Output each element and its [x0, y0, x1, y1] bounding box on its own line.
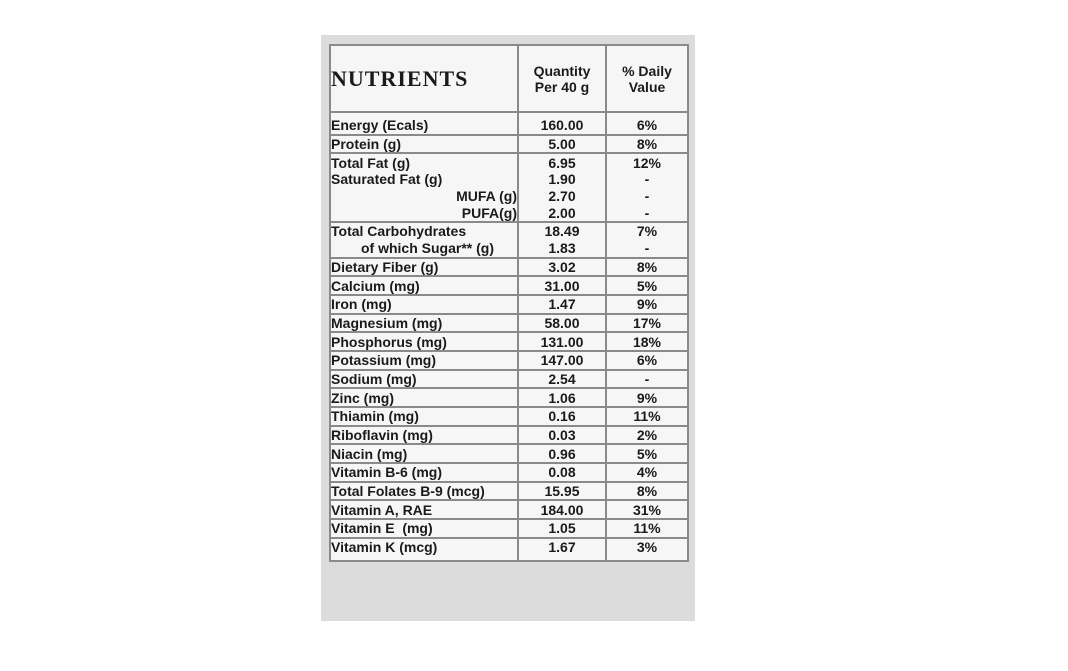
- quantity-column-header: [518, 45, 606, 112]
- table-row: [330, 153, 688, 171]
- nutrient-quantity: 147.00: [518, 351, 606, 370]
- nutrient-name: Vitamin K (mcg): [330, 538, 518, 561]
- nutrient-name: Zinc (mg): [330, 388, 518, 407]
- table-header-row: [330, 45, 688, 112]
- table-row: [330, 519, 688, 538]
- nutrient-quantity: 15.95: [518, 482, 606, 501]
- nutrient-quantity: 1.06: [518, 388, 606, 407]
- nutrient-daily-value: 7%: [606, 222, 688, 240]
- table-row: [330, 295, 688, 314]
- nutrient-name: Calcium (mg): [330, 276, 518, 295]
- nutrient-quantity: 0.16: [518, 407, 606, 426]
- nutrient-name: Energy (Ecals): [330, 112, 518, 135]
- nutrient-daily-value: 8%: [606, 135, 688, 154]
- table-row: [330, 407, 688, 426]
- nutrient-name: Saturated Fat (g): [330, 171, 518, 188]
- nutrient-daily-value: 18%: [606, 332, 688, 351]
- table-row: [330, 482, 688, 501]
- nutrient-quantity: 0.08: [518, 463, 606, 482]
- nutrient-name: Vitamin E (mg): [330, 519, 518, 538]
- nutrient-daily-value: 11%: [606, 519, 688, 538]
- table-row: [330, 188, 688, 205]
- table-row: [330, 258, 688, 277]
- nutrient-name: of which Sugar** (g): [330, 240, 518, 258]
- nutrient-daily-value: 6%: [606, 112, 688, 135]
- nutrient-daily-value: 12%: [606, 153, 688, 171]
- nutrition-table: [329, 44, 689, 562]
- quantity-header-line2: Per 40 g: [534, 78, 590, 95]
- nutrient-quantity: 160.00: [518, 112, 606, 135]
- table-row: [330, 112, 688, 135]
- nutrient-quantity: 1.90: [518, 171, 606, 188]
- nutrient-quantity: 2.54: [518, 370, 606, 389]
- nutrition-label: [321, 35, 695, 621]
- nutrient-daily-value: 31%: [606, 500, 688, 519]
- nutrient-daily-value: 5%: [606, 444, 688, 463]
- nutrient-name: Total Carbohydrates: [330, 222, 518, 240]
- nutrient-quantity: 31.00: [518, 276, 606, 295]
- nutrient-daily-value: 6%: [606, 351, 688, 370]
- nutrient-name: Potassium (mg): [330, 351, 518, 370]
- nutrient-quantity: 1.83: [518, 240, 606, 258]
- nutrient-daily-value: -: [606, 204, 688, 222]
- table-row: [330, 332, 688, 351]
- nutrient-quantity: 184.00: [518, 500, 606, 519]
- nutrient-name: Magnesium (mg): [330, 314, 518, 333]
- nutrient-name: Riboflavin (mg): [330, 426, 518, 445]
- nutrient-daily-value: -: [606, 171, 688, 188]
- table-row: [330, 388, 688, 407]
- table-row: [330, 135, 688, 154]
- daily-value-column-header: [606, 45, 688, 112]
- table-row: [330, 500, 688, 519]
- table-row: [330, 240, 688, 258]
- nutrient-name: Total Fat (g): [330, 153, 518, 171]
- table-row: [330, 463, 688, 482]
- nutrient-quantity: 6.95: [518, 153, 606, 171]
- nutrient-daily-value: -: [606, 370, 688, 389]
- nutrient-quantity: 0.03: [518, 426, 606, 445]
- nutrient-quantity: 58.00: [518, 314, 606, 333]
- table-row: [330, 314, 688, 333]
- nutrient-daily-value: 9%: [606, 295, 688, 314]
- nutrient-daily-value: 4%: [606, 463, 688, 482]
- table-row: [330, 351, 688, 370]
- table-row: [330, 538, 688, 561]
- nutrient-quantity: 0.96: [518, 444, 606, 463]
- nutrient-daily-value: 8%: [606, 482, 688, 501]
- table-row: [330, 444, 688, 463]
- nutrient-name: Vitamin B-6 (mg): [330, 463, 518, 482]
- table-title: NUTRIENTS: [330, 45, 518, 112]
- nutrient-daily-value: 9%: [606, 388, 688, 407]
- table-row: [330, 276, 688, 295]
- nutrient-quantity: 1.47: [518, 295, 606, 314]
- nutrient-name: Total Folates B-9 (mcg): [330, 482, 518, 501]
- table-row: [330, 426, 688, 445]
- nutrient-name: PUFA(g): [330, 204, 518, 222]
- nutrient-name: MUFA (g): [330, 188, 518, 205]
- nutrient-name: Protein (g): [330, 135, 518, 154]
- nutrient-name: Thiamin (mg): [330, 407, 518, 426]
- nutrient-name: Sodium (mg): [330, 370, 518, 389]
- nutrient-daily-value: 2%: [606, 426, 688, 445]
- table-row: [330, 171, 688, 188]
- nutrient-name: Phosphorus (mg): [330, 332, 518, 351]
- quantity-header-line1: Quantity: [533, 62, 591, 79]
- table-row: [330, 222, 688, 240]
- nutrient-quantity: 1.05: [518, 519, 606, 538]
- nutrient-daily-value: -: [606, 188, 688, 205]
- nutrient-quantity: 18.49: [518, 222, 606, 240]
- nutrient-daily-value: 8%: [606, 258, 688, 277]
- nutrient-daily-value: 11%: [606, 407, 688, 426]
- nutrient-daily-value: 3%: [606, 538, 688, 561]
- nutrient-name: Iron (mg): [330, 295, 518, 314]
- nutrient-name: Niacin (mg): [330, 444, 518, 463]
- nutrient-quantity: 3.02: [518, 258, 606, 277]
- nutrient-quantity: 2.00: [518, 204, 606, 222]
- nutrient-quantity: 5.00: [518, 135, 606, 154]
- nutrient-quantity: 1.67: [518, 538, 606, 561]
- nutrient-name: Vitamin A, RAE: [330, 500, 518, 519]
- table-row: [330, 370, 688, 389]
- nutrient-quantity: 131.00: [518, 332, 606, 351]
- nutrient-daily-value: 17%: [606, 314, 688, 333]
- daily-value-header-line1: % Daily: [622, 62, 672, 79]
- nutrient-daily-value: 5%: [606, 276, 688, 295]
- table-row: [330, 204, 688, 222]
- nutrient-quantity: 2.70: [518, 188, 606, 205]
- nutrient-name: Dietary Fiber (g): [330, 258, 518, 277]
- daily-value-header-line2: Value: [628, 78, 666, 95]
- nutrient-daily-value: -: [606, 240, 688, 258]
